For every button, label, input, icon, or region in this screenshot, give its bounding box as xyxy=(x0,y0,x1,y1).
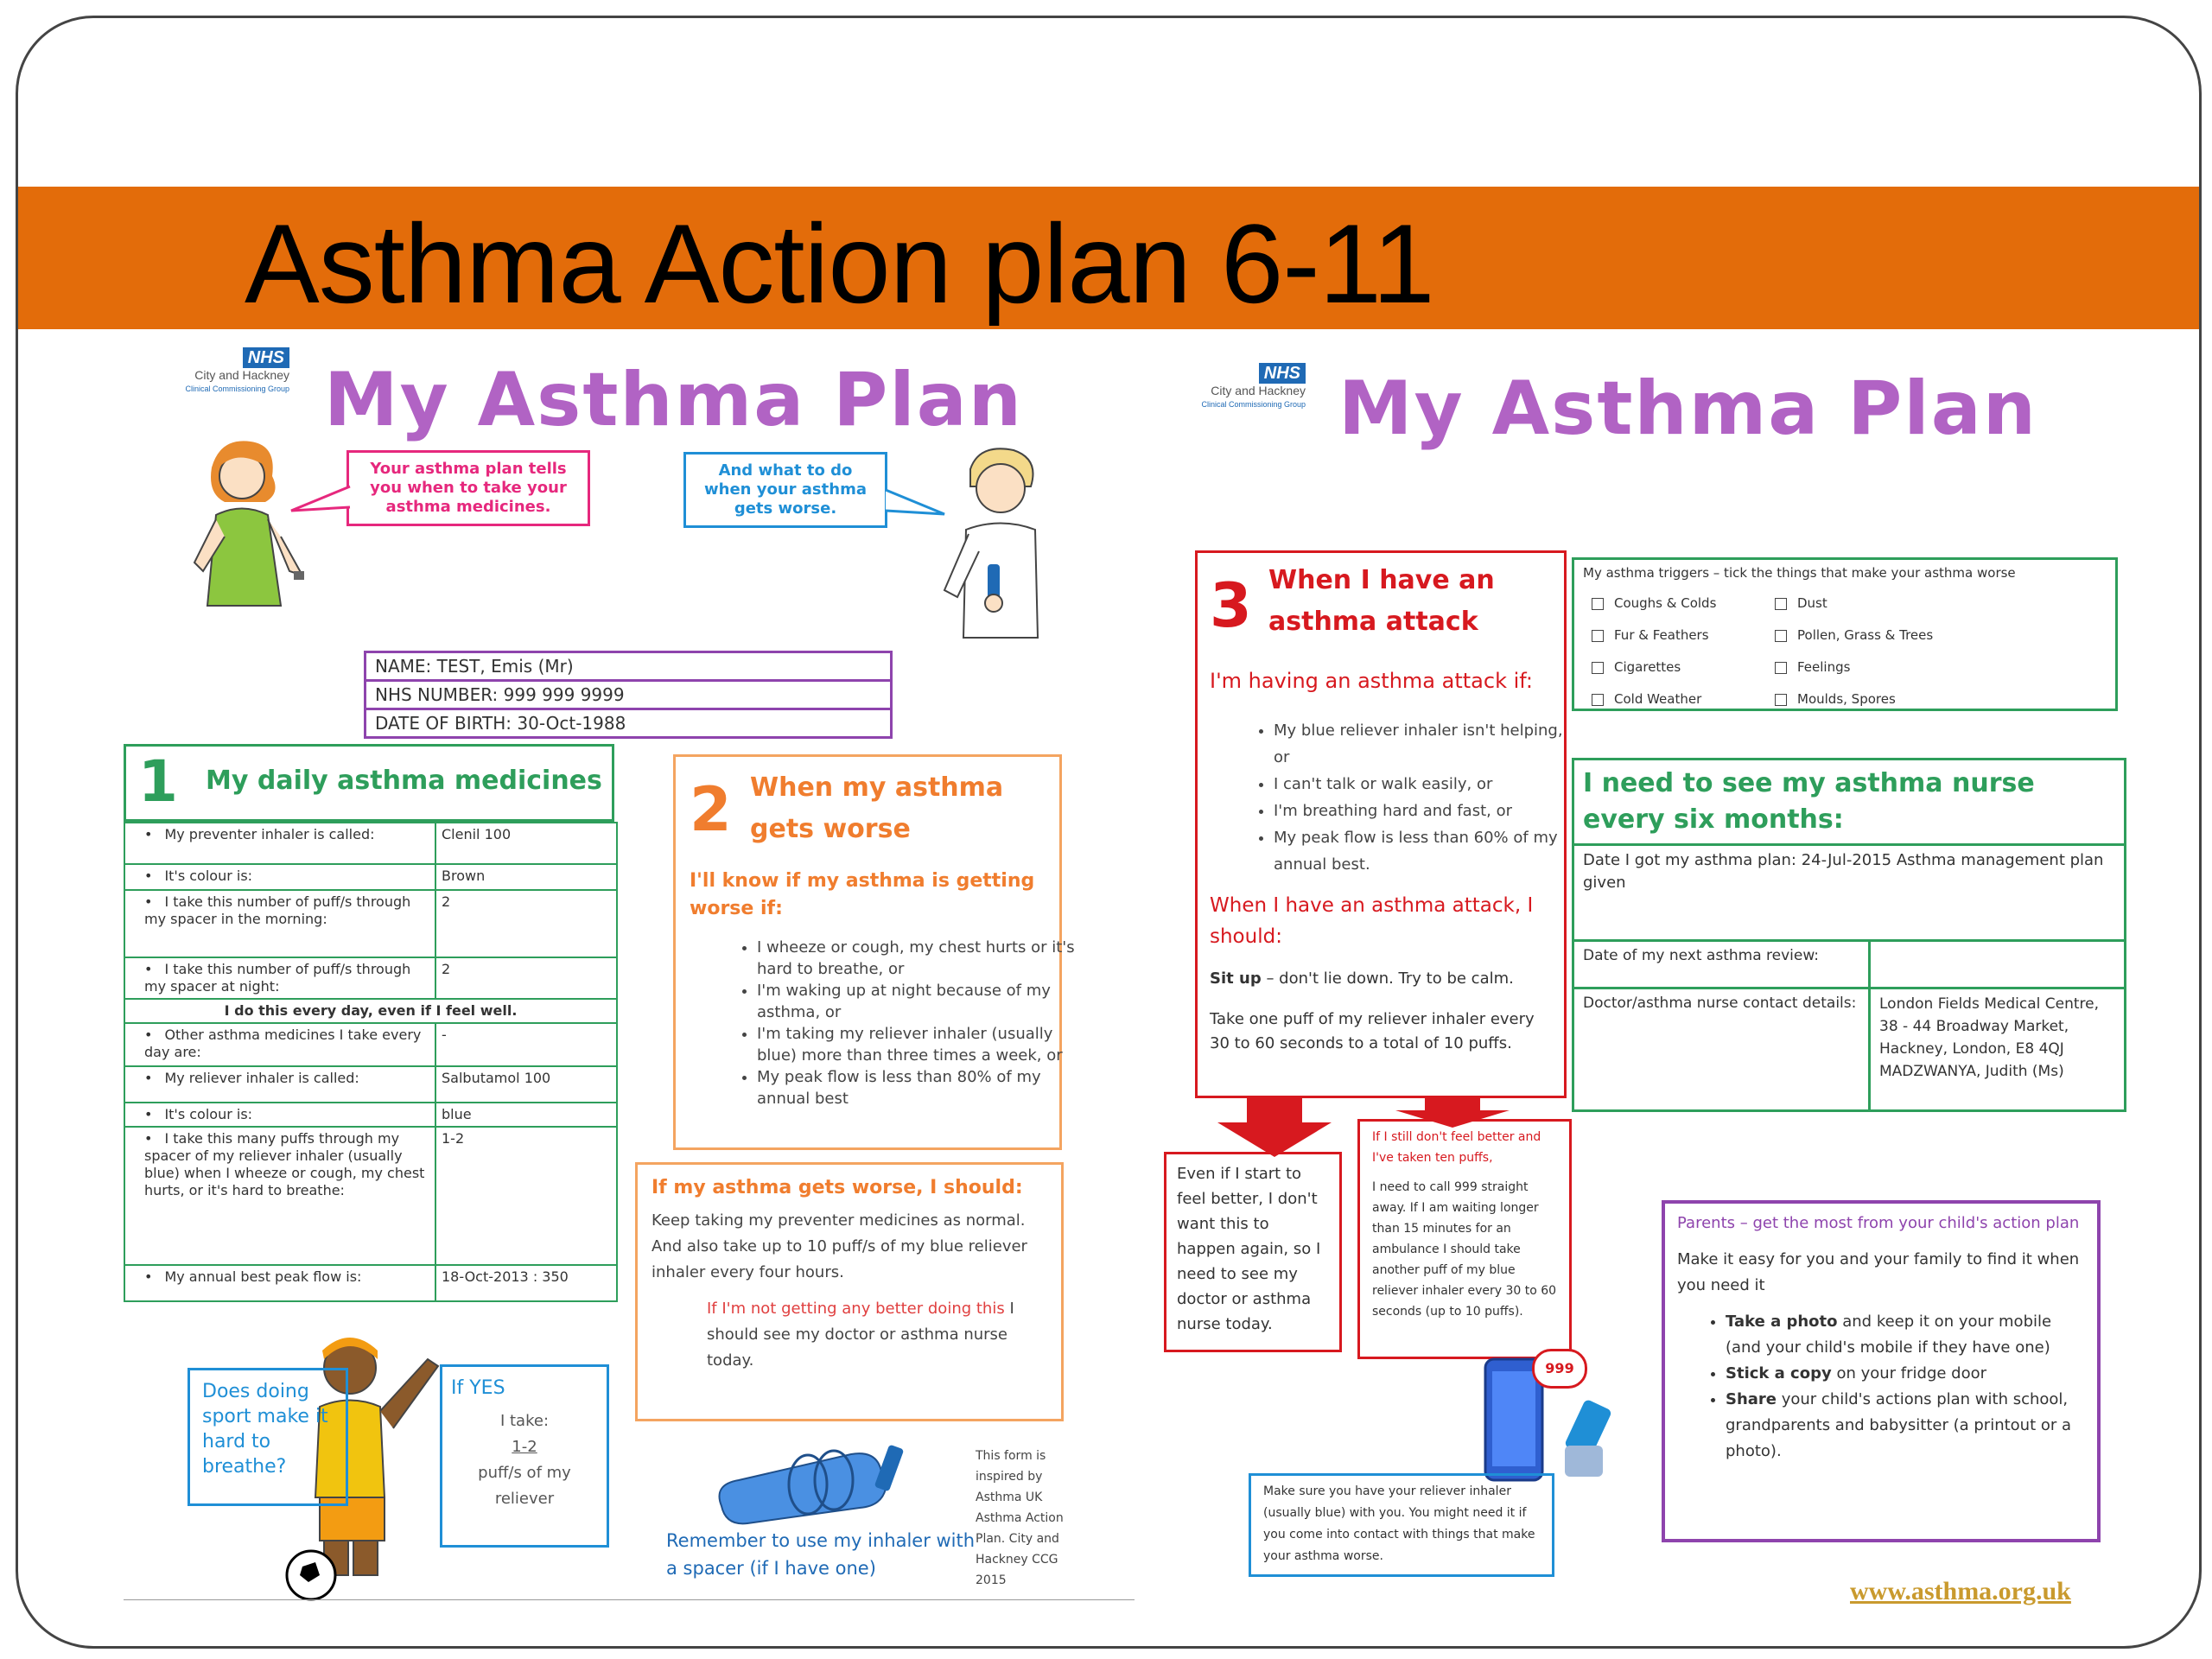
section3-item: • My blue reliever inhaler isn't helping, or xyxy=(1274,717,1567,771)
nhs-logo-text-right: NHS xyxy=(1259,363,1306,384)
worse-text-2: I should see my doctor or asthma nurse today. xyxy=(707,1300,1014,1370)
medicine-label: • It's colour is: xyxy=(124,1103,435,1127)
trigger-label: Pollen, Grass & Trees xyxy=(1797,627,1934,643)
org-name-right: City and Hackney xyxy=(1211,384,1306,397)
section2-subtitle: I'll know if my asthma is getting worse if: xyxy=(690,870,1035,919)
medicine-label: • I take this number of puff/s through my spacer at night: xyxy=(124,957,435,999)
checkbox-icon[interactable] xyxy=(1775,630,1787,642)
checkbox-icon[interactable] xyxy=(1592,598,1604,610)
contact-label: Doctor/asthma nurse contact details: xyxy=(1574,989,1871,1110)
medicine-value: 18-Oct-2013 : 350 xyxy=(435,1265,617,1301)
still-box-text: I need to call 999 straight away. If I am waiting longer than 15 minutes for an ambulance I should take another puff of my blue reliever inhaler every 30 to 60 seconds (up to 10 puffs). xyxy=(1372,1180,1557,1319)
slide-title: Asthma Action plan 6-11 xyxy=(245,200,1434,327)
section3-item: • I'm breathing hard and fast, or xyxy=(1274,798,1567,824)
left-page-bottom-rule xyxy=(124,1599,1135,1600)
parents-box xyxy=(1662,1200,2101,1542)
triggers-col2 xyxy=(1775,588,1933,715)
still-box xyxy=(1357,1119,1572,1359)
worse-text-red: If I'm not getting any better doing this xyxy=(707,1300,1005,1318)
medicine-row xyxy=(124,1066,617,1103)
footnote: This form is inspired by Asthma UK Asthma Action Plan. City and Hackney CCG 2015 xyxy=(976,1449,1064,1587)
trigger-item[interactable] xyxy=(1592,683,1716,715)
medicine-value: Salbutamol 100 xyxy=(435,1066,617,1103)
worse-text: Keep taking my preventer medicines as normal. And also take up to 10 puff/s of my blue reliever inhaler every four hours. xyxy=(652,1211,1027,1281)
medicine-row xyxy=(124,1127,617,1265)
medicine-value: blue xyxy=(435,1103,617,1127)
medicine-label-text: I take this number of puff/s through my spacer in the morning: xyxy=(144,893,411,927)
medicine-label-text: My preventer inhaler is called: xyxy=(164,826,375,842)
parents-item xyxy=(1726,1387,2085,1465)
section3-puff-text: Take one puff of my reliever inhaler every 30 to 60 seconds to a total of 10 puffs. xyxy=(1210,1010,1535,1052)
section3-sit-up xyxy=(1210,969,1555,988)
plan-title-left: My Asthma Plan xyxy=(324,357,1024,443)
org-subname: Clinical Commissioning Group xyxy=(185,385,289,393)
trigger-label: Cold Weather xyxy=(1614,691,1702,707)
medicine-row xyxy=(124,864,617,890)
nurse-title: I need to see my asthma nurse every six months: xyxy=(1574,760,2124,846)
section2-box xyxy=(673,754,1075,1150)
nurse-date-plan: Date I got my asthma plan: 24-Jul-2015 Asthma management plan given xyxy=(1574,846,2124,942)
medicine-row xyxy=(124,999,617,1023)
parents-item-text: and keep it on your mobile (and your child's mobile if they have one) xyxy=(1726,1313,2052,1357)
sport-answer-line1: I take: xyxy=(499,1412,550,1430)
patient-dob: DATE OF BIRTH: 30-Oct-1988 xyxy=(375,713,626,734)
trigger-label: Coughs & Colds xyxy=(1614,595,1717,611)
checkbox-icon[interactable] xyxy=(1775,694,1787,706)
section3-list xyxy=(1237,717,1567,878)
medicine-row xyxy=(124,957,617,999)
slide-frame xyxy=(16,16,2202,1649)
parents-list xyxy=(1677,1309,2085,1465)
org-subname-right: Clinical Commissioning Group xyxy=(1201,400,1306,409)
section3-box xyxy=(1195,550,1567,1098)
sit-up-bold: Sit up xyxy=(1210,969,1262,988)
medicine-label: • I take this number of puff/s through my spacer in the morning: xyxy=(124,890,435,957)
parents-item-bold: Share xyxy=(1726,1390,1777,1408)
trigger-item[interactable] xyxy=(1592,620,1716,652)
trigger-item[interactable] xyxy=(1775,683,1933,715)
jersey-number: 7 xyxy=(386,1471,409,1507)
spacer-caption: Remember to use my inhaler with a spacer (if I have one) xyxy=(666,1530,976,1579)
phone-badge: 999 xyxy=(1532,1349,1587,1389)
section2-list xyxy=(721,937,1085,1109)
triggers-title: My asthma triggers – tick the things that make your asthma worse xyxy=(1583,565,2016,581)
section3-should: When I have an asthma attack, I should: xyxy=(1210,894,1534,948)
still-box-title: If I still don't feel better and I've taken ten puffs, xyxy=(1372,1130,1541,1165)
checkbox-icon[interactable] xyxy=(1775,598,1787,610)
section2-title-line1: When my asthma xyxy=(750,772,1004,803)
section3-subtitle: I'm having an asthma attack if: xyxy=(1210,669,1533,693)
trigger-item[interactable] xyxy=(1775,652,1933,683)
section1-number: 1 xyxy=(138,748,178,815)
spacer-illustration xyxy=(704,1437,929,1532)
bubble-tail-right xyxy=(884,488,946,523)
section3-title-line1: When I have an xyxy=(1268,565,1495,595)
section2-item: • My peak flow is less than 80% of my annual best xyxy=(757,1066,1085,1109)
trigger-item[interactable] xyxy=(1592,588,1716,620)
medicine-label: • My annual best peak flow is: xyxy=(124,1265,435,1301)
bubble-tail-left xyxy=(289,485,352,519)
section2-item: • I'm waking up at night because of my asthma, or xyxy=(757,980,1085,1023)
medicine-value: 1-2 xyxy=(435,1127,617,1265)
medicine-label: • My preventer inhaler is called: xyxy=(124,823,435,864)
sport-answer-value: 1-2 xyxy=(512,1438,537,1456)
girl-illustration xyxy=(186,433,307,640)
sport-answer-line2: puff/s of my reliever xyxy=(478,1464,571,1508)
right-page xyxy=(1150,331,2187,1610)
medicine-label: • I take this many puffs through my spacer of my reliever inhaler (usually blue) when I wheeze or cough, my chest hurts, or it's hard to breathe: xyxy=(124,1127,435,1265)
section2-item: • I wheeze or cough, my chest hurts or it's hard to breathe, or xyxy=(757,937,1085,980)
trigger-item[interactable] xyxy=(1775,620,1933,652)
next-review-value xyxy=(1871,942,2124,987)
red-arrow-left xyxy=(1214,1096,1335,1159)
medicine-value: - xyxy=(435,1023,617,1066)
section3-number: 3 xyxy=(1210,570,1252,641)
triggers-box xyxy=(1572,557,2118,711)
better-text: Even if I start to feel better, I don't want this to happen again, so I need to see my doctor or asthma nurse today. xyxy=(1177,1165,1321,1333)
speech-bubble-right: And what to do when your asthma gets worse. xyxy=(683,452,887,528)
section1-header xyxy=(124,744,614,822)
medicine-label-text: My annual best peak flow is: xyxy=(164,1268,362,1285)
medicine-row xyxy=(124,1265,617,1301)
medicine-label-text: My reliever inhaler is called: xyxy=(164,1070,359,1086)
trigger-item[interactable] xyxy=(1592,652,1716,683)
sport-question-box: Does doing sport make it hard to breathe? xyxy=(188,1368,348,1506)
checkbox-icon[interactable] xyxy=(1592,662,1604,674)
better-box xyxy=(1164,1152,1342,1352)
medicine-row xyxy=(124,1103,617,1127)
section3-item: • My peak flow is less than 60% of my annual best. xyxy=(1274,824,1567,878)
title-bar xyxy=(18,187,2199,329)
sport-answer-box xyxy=(440,1364,609,1548)
medicine-value: Brown xyxy=(435,864,617,890)
parents-item-bold: Stick a copy xyxy=(1726,1364,1832,1382)
parents-item xyxy=(1726,1309,2085,1361)
medicine-value: 2 xyxy=(435,890,617,957)
medicine-label-text: It's colour is: xyxy=(164,868,253,884)
worse-title: If my asthma gets worse, I should: xyxy=(652,1177,1023,1198)
section2-title-line2: gets worse xyxy=(750,814,911,844)
parents-item xyxy=(1726,1361,2085,1387)
worse-box xyxy=(635,1162,1064,1421)
medicine-label: • Other asthma medicines I take every day are: xyxy=(124,1023,435,1066)
parents-title: Parents – get the most from your child's action plan xyxy=(1677,1214,2080,1232)
nhs-logo-left xyxy=(108,348,289,396)
nhs-logo-text: NHS xyxy=(243,347,289,368)
boy-illustration xyxy=(936,443,1065,642)
medicine-label-text: Other asthma medicines I take every day are: xyxy=(144,1027,422,1060)
parents-item-bold: Take a photo xyxy=(1726,1313,1838,1331)
trigger-label: Cigarettes xyxy=(1614,659,1681,675)
section2-item: • I'm taking my reliever inhaler (usually blue) more than three times a week, or xyxy=(757,1023,1085,1066)
website-link[interactable]: www.asthma.org.uk xyxy=(1850,1577,2071,1605)
medicine-note: I do this every day, even if I feel well. xyxy=(124,999,617,1023)
nurse-box xyxy=(1572,758,2126,1112)
medicines-table xyxy=(124,822,618,1302)
parents-item-text: your child's actions plan with school, grandparents and babysitter (a printout or a photo). xyxy=(1726,1390,2072,1460)
patient-name: NAME: TEST, Emis (Mr) xyxy=(366,653,890,682)
medicine-value: 2 xyxy=(435,957,617,999)
medicine-label: • It's colour is: xyxy=(124,864,435,890)
parents-intro: Make it easy for you and your family to find it when you need it xyxy=(1677,1250,2080,1294)
speech-bubble-left: Your asthma plan tells you when to take your asthma medicines. xyxy=(346,450,590,526)
medicine-label-text: I take this number of puff/s through my spacer at night: xyxy=(144,961,411,995)
checkbox-icon[interactable] xyxy=(1592,630,1604,642)
section3-item: • I can't talk or walk easily, or xyxy=(1274,771,1567,798)
medicine-label: • My reliever inhaler is called: xyxy=(124,1066,435,1103)
org-name: City and Hackney xyxy=(194,368,289,382)
parents-item-text: on your fridge door xyxy=(1831,1364,1987,1382)
medicine-row xyxy=(124,890,617,957)
patient-info xyxy=(364,651,893,739)
trigger-label: Fur & Feathers xyxy=(1614,627,1709,643)
checkbox-icon[interactable] xyxy=(1592,694,1604,706)
next-review-label: Date of my next asthma review: xyxy=(1574,942,1871,987)
reliever-note-text: Make sure you have your reliever inhaler (usually blue) with you. You might need it if you come into contact with things that make your asthma worse. xyxy=(1263,1484,1535,1563)
left-page xyxy=(108,331,1135,1601)
sit-up-rest: – don't lie down. Try to be calm. xyxy=(1261,969,1514,988)
nhs-logo-right xyxy=(1150,364,1306,411)
plan-title-right: My Asthma Plan xyxy=(1338,365,2038,452)
sport-answer-title: If YES xyxy=(451,1377,505,1399)
medicine-row xyxy=(124,1023,617,1066)
patient-nhs-number: NHS NUMBER: 999 999 9999 xyxy=(366,682,890,710)
medicine-value: Clenil 100 xyxy=(435,823,617,864)
trigger-item[interactable] xyxy=(1775,588,1933,620)
medicine-label-text: It's colour is: xyxy=(164,1106,253,1122)
medicine-row xyxy=(124,823,617,864)
checkbox-icon[interactable] xyxy=(1775,662,1787,674)
trigger-label: Dust xyxy=(1797,595,1827,611)
trigger-label: Moulds, Spores xyxy=(1797,691,1896,707)
trigger-label: Feelings xyxy=(1797,659,1851,675)
triggers-col1 xyxy=(1592,588,1716,715)
section1-title: My daily asthma medicines xyxy=(206,766,602,796)
section2-number: 2 xyxy=(690,774,732,845)
medicine-label-text: I take this many puffs through my spacer of my reliever inhaler (usually blue) when I wheeze or cough, my chest hurts, or it's hard to breathe: xyxy=(144,1130,425,1198)
section3-title-line2: asthma attack xyxy=(1268,607,1478,637)
contact-value: London Fields Medical Centre, 38 - 44 Broadway Market, Hackney, London, E8 4QJ MADZWANYA, Judith (Ms) xyxy=(1879,995,2099,1080)
reliever-note xyxy=(1249,1473,1554,1577)
